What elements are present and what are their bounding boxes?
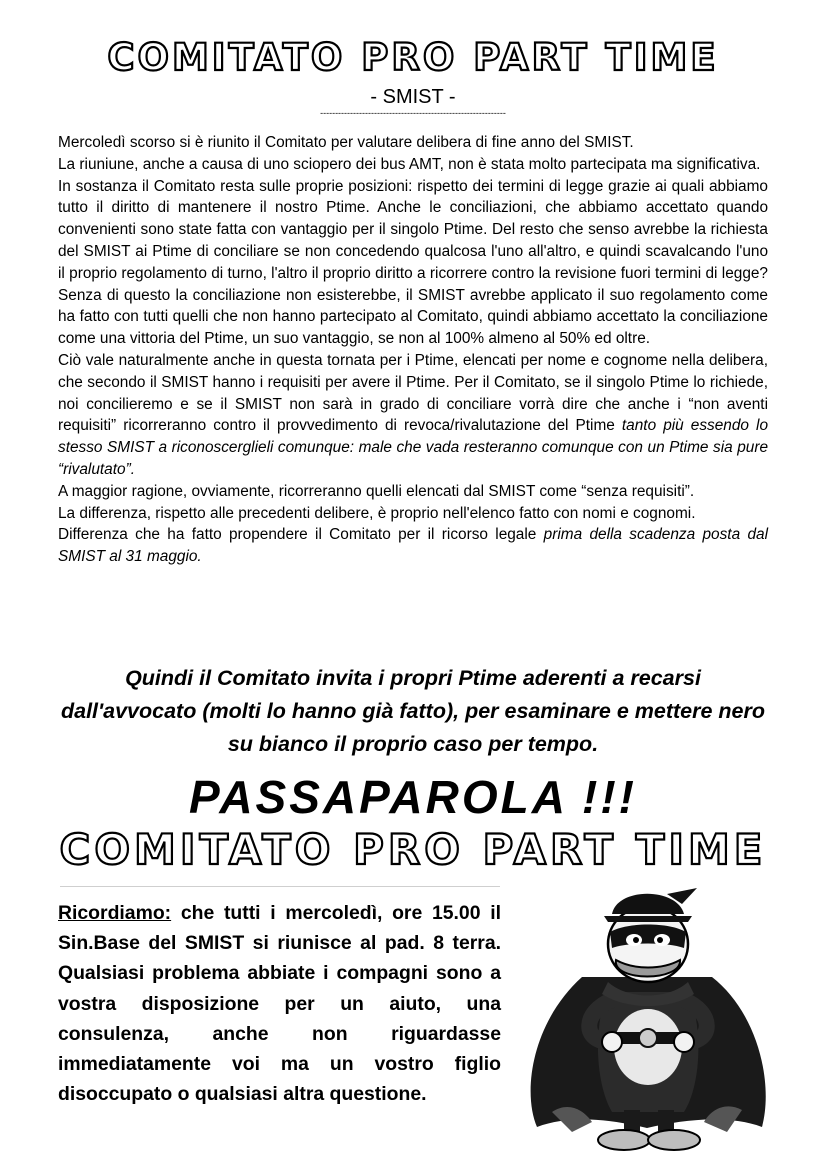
- footer-title: COMITATO PRO PART TIME: [59, 825, 767, 874]
- paragraph-5: A maggior ragione, ovviamente, ricorreranno quelli elencati dal SMIST come “senza requisiti”.: [58, 482, 695, 500]
- paragraph-2: La riuniune, anche a causa di uno sciopero dei bus AMT, non è stata molto partecipata ma significativa.: [58, 155, 761, 173]
- passaparola-heading: PASSAPAROLA !!!: [189, 771, 637, 823]
- paragraph-7-italic: prima della scadenza posta dal SMIST al 31 maggio.: [58, 526, 768, 566]
- paragraph-3: In sostanza il Comitato resta sulle proprie posizioni: rispetto dei termini di legge grazie ai quali abbiamo tutto il diritto di mantenere il nostro Ptime. Anche le conciliazioni, che abbiamo accettato quando convenienti sono state fatta con vantaggio per il singolo Ptime. Del resto che senso avrebbe la richiesta del SMIST ai Ptime di conciliare se non concedendo qualcosa l'uno all'altro, e quindi scavalcando l'uno il proprio regolamento di turno, l'altro il proprio diritto a ricorrere contro la revisione fuori termini di legge? Senza di questo la conciliazione non esisterebbe, il SMIST avrebbe applicato il suo regolamento come ha fatto con tutti quelli che non hanno partecipato al Comitato, quindi abbiamo accettato la conciliazione come una vittoria del Ptime, un suo vantaggio, se non al 100% almeno al 50% ed oltre.: [58, 177, 768, 348]
- paragraph-4-italic: tanto più essendo lo stesso SMIST a riconoscerglieli comunque: male che vada resteranno comunque con un Ptime sia pure “rivalutato”.: [58, 417, 768, 478]
- reminder-text: [58, 898, 501, 1109]
- header-title: COMITATO PRO PART TIME: [107, 36, 719, 79]
- body-text: [58, 132, 768, 568]
- duck-caped-hero-icon: [512, 882, 784, 1162]
- header-divider: --------------------------------------------------------------: [320, 108, 506, 118]
- paragraph-6: La differenza, rispetto alle precedenti delibere, è proprio nell'elenco fatto con nomi e cognomi.: [58, 504, 696, 522]
- paragraph-4-main: Ciò vale naturalmente anche in questa tornata per i Ptime, elencati per nome e cognome nella delibera, che secondo il SMIST hanno i requisiti per avere il Ptime. Per il Comitato, se il singolo Ptime lo richiede, noi concilieremo e se il SMIST non sarà in grado di conciliare vorrà dire che anche i “non aventi requisiti” ricorreranno contro il provvedimento di revoca/rivalutazione del Ptime: [58, 351, 768, 435]
- call-to-action: Quindi il Comitato invita i propri Ptime aderenti a recarsi dall'avvocato (molti lo hanno già fatto), per esaminare e mettere nero su bianco il proprio caso per tempo.: [60, 666, 766, 756]
- paragraph-7-main: Differenza che ha fatto propendere il Comitato per il ricorso legale: [58, 526, 544, 544]
- reminder-lead: Ricordiamo:: [58, 902, 172, 924]
- header-subtitle: - SMIST -: [370, 86, 456, 108]
- paragraph-4: [58, 350, 768, 481]
- paragraph-7: [58, 524, 768, 568]
- paragraph-1: Mercoledì scorso si è riunito il Comitato per valutare delibera di fine anno del SMIST.: [58, 134, 634, 151]
- reminder-body: che tutti i mercoledì, ore 15.00 il Sin.Base del SMIST si riunisce al pad. 8 terra. Qualsiasi problema abbiate i compagni sono a vostra disposizione per un aiuto, una consulenza, anche non riguardasse immediatamente voi ma un vostro figlio disoccupato o qualsiasi altra questione.: [58, 902, 501, 1106]
- footer-separator: [60, 886, 500, 887]
